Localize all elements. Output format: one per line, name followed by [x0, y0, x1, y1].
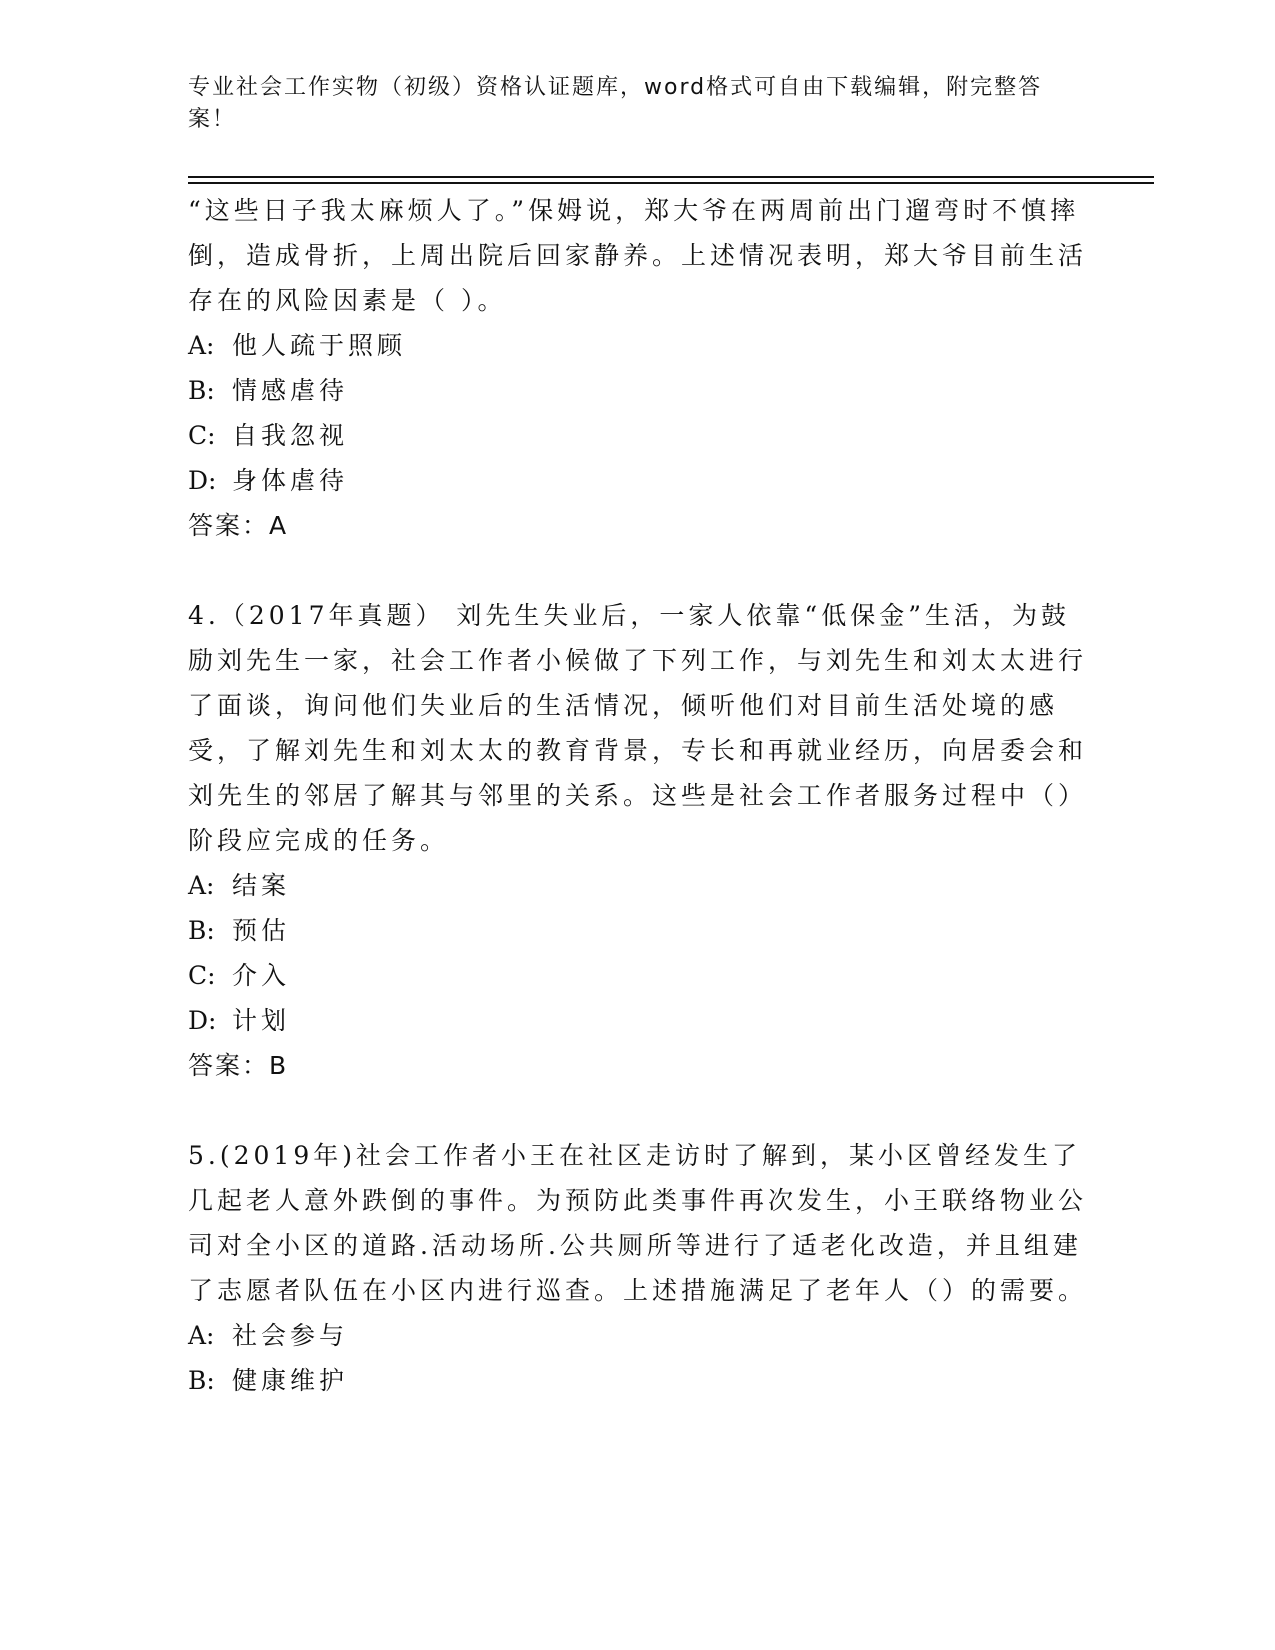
option-b	[188, 1358, 1088, 1403]
option-text: 身体虐待	[232, 466, 349, 495]
page-header: 专业社会工作实物（初级）资格认证题库，word格式可自由下载编辑，附完整答案！	[188, 75, 1043, 132]
option-letter: A:	[188, 331, 215, 360]
option-b	[188, 908, 1088, 953]
option-text: 自我忽视	[232, 421, 349, 450]
option-letter: B:	[188, 376, 215, 405]
option-c	[188, 953, 1088, 998]
option-a	[188, 863, 1088, 908]
option-letter: C:	[188, 421, 216, 450]
spacer	[188, 1088, 1088, 1133]
option-text: 情感虐待	[232, 376, 349, 405]
spacer	[188, 548, 1088, 593]
option-letter: D:	[188, 466, 217, 495]
question-item	[188, 188, 1088, 548]
question-list	[188, 188, 1088, 1403]
header-divider-line	[188, 176, 1154, 178]
option-letter: D:	[188, 1006, 217, 1035]
option-d	[188, 998, 1088, 1043]
option-letter: B:	[188, 916, 215, 945]
option-c	[188, 413, 1088, 458]
option-text: 介入	[232, 961, 291, 990]
answer-line: 答案：B	[188, 1051, 289, 1080]
option-text: 他人疏于照顾	[232, 331, 407, 360]
option-letter: B:	[188, 1366, 215, 1395]
option-d	[188, 458, 1088, 503]
option-a	[188, 323, 1088, 368]
question-item	[188, 593, 1088, 1088]
question-stem: 5.(2019年)社会工作者小王在社区走访时了解到，某小区曾经发生了几起老人意外跌倒的事件。为预防此类事件再次发生，小王联络物业公司对全小区的道路.活动场所.公共厕所等进行了适老化改造，并且组建了志愿者队伍在小区内进行巡查。上述措施满足了老年人（）的需要。	[188, 1141, 1088, 1305]
option-a	[188, 1313, 1088, 1358]
option-letter: C:	[188, 961, 216, 990]
option-text: 结案	[232, 871, 291, 900]
option-letter: A:	[188, 1321, 215, 1350]
answer-line: 答案：A	[188, 511, 289, 540]
question-stem: 4.（2017年真题） 刘先生失业后，一家人依靠“低保金”生活，为鼓励刘先生一家，社会工作者小候做了下列工作，与刘先生和刘太太进行了面谈，询问他们失业后的生活情况，倾听他们对目前生活处境的感受，了解刘先生和刘太太的教育背景，专长和再就业经历，向居委会和刘先生的邻居了解其与邻里的关系。这些是社会工作者服务过程中（）阶段应完成的任务。	[188, 601, 1088, 855]
question-stem: “这些日子我太麻烦人了。”保姆说，郑大爷在两周前出门遛弯时不慎摔倒，造成骨折，上周出院后回家静养。上述情况表明，郑大爷目前生活存在的风险因素是（ ）。	[188, 196, 1088, 315]
option-letter: A:	[188, 871, 215, 900]
option-b	[188, 368, 1088, 413]
option-text: 计划	[232, 1006, 291, 1035]
option-text: 预估	[232, 916, 291, 945]
question-item	[188, 1133, 1088, 1403]
option-text: 健康维护	[232, 1366, 349, 1395]
header-divider-line-secondary	[188, 182, 1154, 184]
option-text: 社会参与	[232, 1321, 349, 1350]
